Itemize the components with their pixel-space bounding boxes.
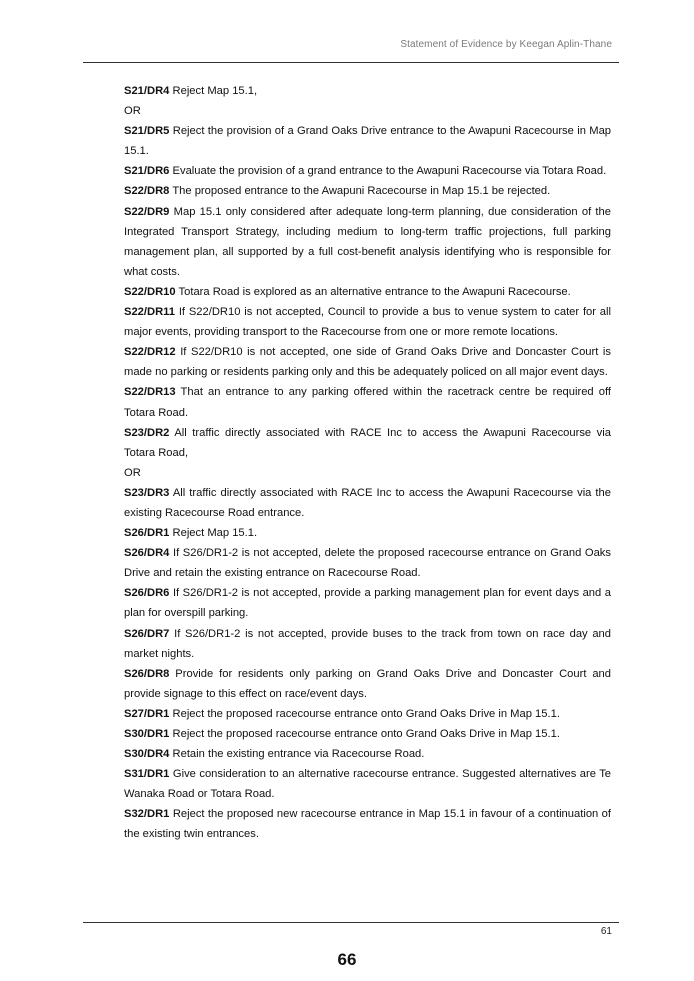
paragraph-text: Reject the proposed racecourse entrance onto Grand Oaks Drive in Map 15.1. (172, 728, 560, 740)
paragraph-text: Map 15.1 only considered after adequate long-term planning, due consideration of the Integrated Transport Strategy, including medium to long-term traffic projections, full parking management plan, all supported by a full cost-benefit analysis identifying who is responsible for what costs. (124, 205, 611, 278)
paragraph-text: Provide for residents only parking on Grand Oaks Drive and Doncaster Court and provide signage to this effect on race/event days. (124, 667, 611, 700)
paragraph-text: Reject the provision of a Grand Oaks Drive entrance to the Awapuni Racecourse in Map 15.1. (124, 125, 612, 158)
paragraph-text: If S26/DR1-2 is not accepted, provide buses to the track from town on race day and market nights. (124, 627, 612, 660)
submission-code: S22/DR8 (124, 185, 170, 198)
paragraph-text: If S26/DR1-2 is not accepted, delete the proposed racecourse entrance on Grand Oaks Drive and retain the existing entrance on Racecourse Road. (124, 547, 611, 580)
paragraph (124, 181, 611, 201)
paragraph-text: Reject the proposed new racecourse entrance in Map 15.1 in favour of a continuation of the existing twin entrances. (124, 808, 611, 841)
submission-code: S22/DR9 (124, 205, 170, 218)
submission-code: S31/DR1 (124, 768, 170, 781)
paragraph (124, 664, 611, 704)
paragraph-text: That an entrance to any parking offered within the racetrack centre be required off Totara Road. (124, 386, 612, 419)
submission-code: S30/DR4 (124, 748, 170, 761)
paragraph-text: If S22/DR10 is not accepted, Council to provide a bus to venue system to cater for all major events, providing transport to the Racecourse from one or more remote locations. (124, 306, 611, 339)
paragraph-text: Give consideration to an alternative racecourse entrance. Suggested alternatives are Te Wanaka Road or Totara Road. (124, 768, 612, 801)
paragraph-text: Retain the existing entrance via Racecourse Road. (172, 748, 425, 761)
submission-code: S32/DR1 (124, 808, 170, 821)
submission-code: S23/DR3 (124, 486, 170, 499)
paragraph-text: All traffic directly associated with RACE Inc to access the Awapuni Racecourse via Totara Road, (124, 426, 611, 459)
paragraph (124, 382, 611, 422)
submission-code: S22/DR12 (124, 346, 176, 359)
header-divider (83, 62, 619, 63)
footer-divider (83, 922, 619, 923)
paragraph (124, 282, 611, 302)
paragraph (124, 202, 611, 282)
submission-code: S21/DR5 (124, 125, 170, 138)
paragraph (124, 543, 611, 583)
submission-code: S22/DR10 (124, 285, 176, 298)
paragraph (124, 764, 611, 804)
submission-code: S21/DR6 (124, 165, 170, 178)
paragraph-text: The proposed entrance to the Awapuni Racecourse in Map 15.1 be rejected. (172, 185, 551, 198)
body-text (124, 81, 611, 845)
submission-code: S26/DR4 (124, 547, 170, 560)
submission-code: S30/DR1 (124, 728, 170, 740)
paragraph-text: OR (124, 105, 141, 118)
submission-code: S26/DR6 (124, 587, 170, 600)
paragraph-text: If S26/DR1-2 is not accepted, provide a parking management plan for event days and a plan for overspill parking. (124, 587, 611, 620)
submission-code: S26/DR8 (124, 667, 170, 680)
paragraph (124, 744, 611, 764)
paragraph-text: Reject Map 15.1, (172, 85, 258, 97)
paragraph (124, 81, 611, 101)
paragraph (124, 724, 611, 744)
paragraph-text: OR (124, 466, 141, 479)
paragraph-text: All traffic directly associated with RACE Inc to access the Awapuni Racecourse via the existing Racecourse Road entrance. (124, 486, 611, 519)
paragraph (124, 161, 611, 181)
paragraph (124, 342, 611, 382)
header-title: Statement of Evidence by Keegan Aplin-Thane (400, 39, 612, 50)
submission-code: S27/DR1 (124, 707, 170, 720)
paragraph (124, 463, 611, 483)
paragraph (124, 523, 611, 543)
paragraph (124, 704, 611, 724)
paragraph (124, 624, 611, 664)
paragraph (124, 121, 611, 161)
paragraph (124, 302, 611, 342)
page-number: 61 (600, 926, 612, 937)
paragraph-text: Totara Road is explored as an alternative entrance to the Awapuni Racecourse. (178, 285, 571, 298)
submission-code: S22/DR13 (124, 386, 176, 399)
paragraph (124, 583, 611, 623)
submission-code: S26/DR1 (124, 527, 170, 540)
submission-code: S21/DR4 (124, 85, 170, 97)
submission-code: S23/DR2 (124, 426, 170, 439)
paragraph (124, 483, 611, 523)
document-page-number: 66 (337, 950, 357, 969)
paragraph-text: If S22/DR10 is not accepted, one side of Grand Oaks Drive and Doncaster Court is made no parking or residents parking only and this be adequately policed on all major event days. (124, 346, 612, 379)
submission-code: S22/DR11 (124, 306, 175, 319)
paragraph (124, 804, 611, 844)
paragraph-text: Reject Map 15.1. (172, 527, 258, 540)
paragraph-text: Reject the proposed racecourse entrance onto Grand Oaks Drive in Map 15.1. (172, 707, 560, 720)
paragraph (124, 101, 611, 121)
paragraph-text: Evaluate the provision of a grand entrance to the Awapuni Racecourse via Totara Road. (172, 165, 607, 178)
submission-code: S26/DR7 (124, 627, 170, 640)
paragraph (124, 423, 611, 463)
